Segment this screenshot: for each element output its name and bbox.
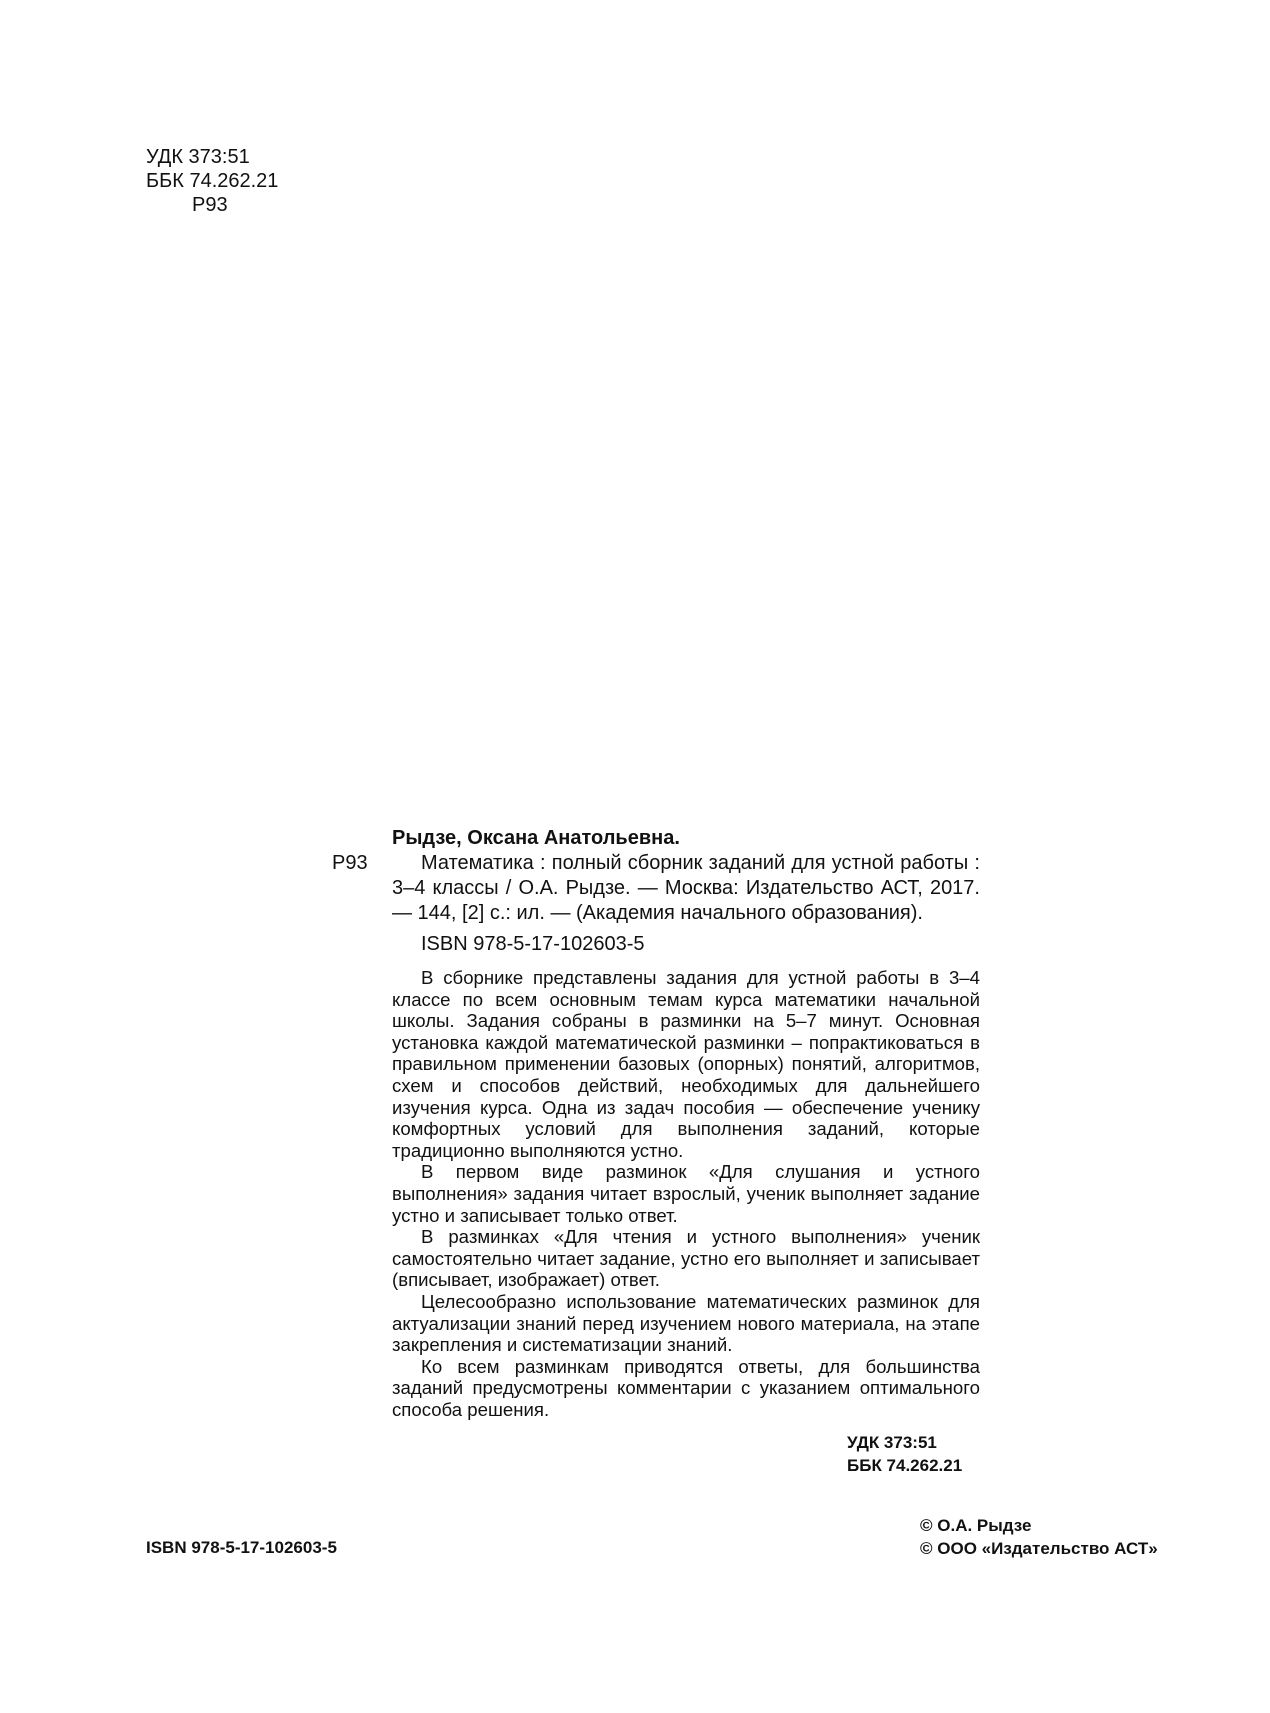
- card-isbn: ISBN 978-5-17-102603-5: [421, 933, 645, 955]
- abstract-paragraph: В первом виде разминок «Для слушания и устного выполнения» задания читает взрослый, ученик выполняет задание устно и записывает только ответ.: [392, 1161, 980, 1226]
- card-author-mark: Р93: [332, 852, 368, 874]
- top-author-mark: Р93: [192, 194, 228, 216]
- copyright-author: © О.А. Рыдзе: [920, 1516, 1032, 1535]
- card-classification-codes: [847, 1431, 980, 1477]
- copyright-block: [920, 1514, 1158, 1560]
- abstract-paragraph: В разминках «Для чтения и устного выполнения» ученик самостоятельно читает задание, устно его выполняет и записывает (вписывает, изображает) ответ.: [392, 1226, 980, 1291]
- top-bbk-code: ББК 74.262.21: [146, 170, 279, 192]
- top-udk-code: УДК 373:51: [146, 146, 250, 168]
- card-bbk-code: ББК 74.262.21: [847, 1456, 963, 1476]
- copyright-publisher: © ООО «Издательство АСТ»: [920, 1539, 1158, 1558]
- card-bibliographic-description: Математика : полный сборник заданий для устной работы : 3–4 классы / О.А. Рыдзе. — Москва: Издательство АСТ, 2017. — 144, [2] с.: ил. — (Академия начального образования).: [392, 852, 980, 924]
- catalog-card: [392, 826, 980, 1477]
- card-author-name: Рыдзе, Оксана Анатольевна.: [392, 827, 680, 849]
- top-classification-block: [146, 145, 278, 217]
- footer-isbn: ISBN 978-5-17-102603-5: [146, 1538, 337, 1557]
- abstract-paragraph: Целесообразно использование математических разминок для актуализации знаний перед изучением нового материала, на этапе закрепления и систематизации знаний.: [392, 1290, 980, 1356]
- abstract-paragraph: Ко всем разминкам приводятся ответы, для большинства заданий предусмотрены комментарии с указанием оптимального способа решения.: [392, 1355, 980, 1420]
- abstract-paragraph: В сборнике представлены задания для устной работы в 3–4 классе по всем основным темам курса математики начальной школы. Задания собраны в разминки на 5–7 минут. Основная установка каждой математической разминки – попрактиковаться в правильном применении базовых (опорных) понятий, алгоритмов, схем и способов действий, необходимых для дальнейшего изучения курса. Одна из задач пособия — обеспечение ученику комфортных условий для выполнения заданий, которые традиционно выполняются устно.: [392, 967, 980, 1161]
- card-udk-code: УДК 373:51: [847, 1433, 937, 1453]
- card-abstract: [392, 967, 980, 1420]
